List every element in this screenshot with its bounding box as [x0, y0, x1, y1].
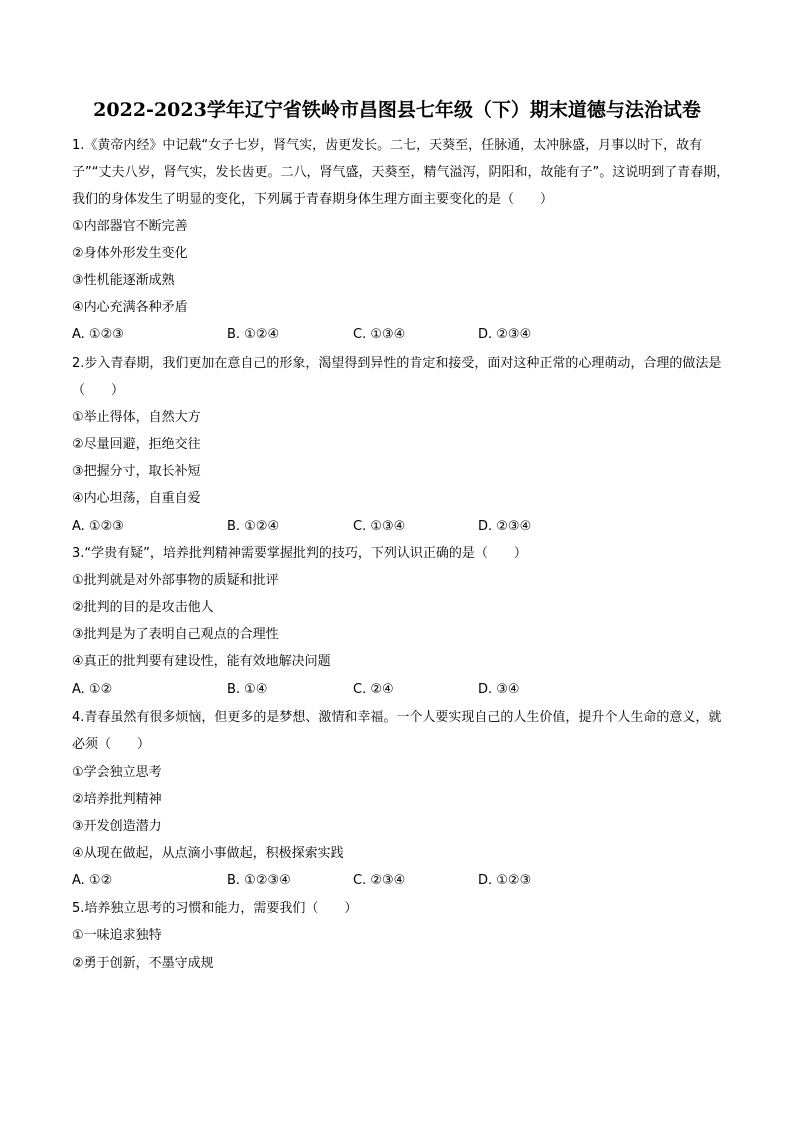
question-1-choices [72, 321, 732, 348]
question-4-option-2: ②培养批判精神 [72, 792, 162, 807]
question-1-choice-a: A. ①②③ [72, 327, 124, 342]
question-2-choice-b: B. ①②④ [227, 519, 280, 534]
question-3-option-3: ③批判是为了表明自己观点的合理性 [72, 627, 279, 642]
question-4-option-4: ④从现在做起，从点滴小事做起，积极探索实践 [72, 846, 344, 861]
question-4-choices [72, 867, 732, 894]
question-1-option-1: ①内部器官不断完善 [72, 219, 188, 234]
question-4-choice-b: B. ①②③④ [227, 873, 291, 888]
question-3-option-2: ②批判的目的是攻击他人 [72, 600, 214, 615]
question-1-option-3: ③性机能逐渐成熟 [72, 273, 175, 288]
question-5-option-2: ②勇于创新，不墨守成规 [72, 956, 214, 971]
question-3-option-1: ①批判就是对外部事物的质疑和批评 [72, 573, 279, 588]
exam-title: 2022-2023学年辽宁省铁岭市昌图县七年级（下）期末道德与法治试卷 [93, 99, 701, 121]
question-2-choice-a: A. ①②③ [72, 519, 124, 534]
question-4-choice-a: A. ①② [72, 873, 113, 888]
question-5-stem: 5.培养独立思考的习惯和能力，需要我们（ ） [72, 901, 358, 916]
question-3-option-4: ④真正的批判要有建设性，能有效地解决问题 [72, 654, 331, 669]
question-4-option-1: ①学会独立思考 [72, 765, 162, 780]
question-2-option-2: ②尽量回避，拒绝交往 [72, 437, 201, 452]
question-4-option-3: ③开发创造潜力 [72, 819, 162, 834]
question-2-option-4: ④内心坦荡，自重自爱 [72, 491, 201, 506]
question-3-choice-a: A. ①② [72, 682, 113, 697]
question-3-choice-d: D. ③④ [478, 682, 520, 697]
question-1-option-2: ②身体外形发生变化 [72, 246, 188, 261]
question-2-stem: 2.步入青春期，我们更加在意自己的形象，渴望得到异性的肯定和接受，面对这种正常的心理萌动，合理的做法是（ ） [72, 356, 722, 398]
question-4-choice-c: C. ②③④ [353, 873, 406, 888]
question-3-choice-b: B. ①④ [227, 682, 268, 697]
question-1-choice-b: B. ①②④ [227, 327, 280, 342]
question-5-option-1: ①一味追求独特 [72, 928, 162, 943]
question-2-option-3: ③把握分寸，取长补短 [72, 464, 201, 479]
question-2-option-1: ①举止得体，自然大方 [72, 410, 201, 425]
question-1-choice-c: C. ①③④ [353, 327, 406, 342]
question-4-stem: 4.青春虽然有很多烦恼，但更多的是梦想、激情和幸福。一个人要实现自己的人生价值，提升个人生命的意义，就必须（ ） [72, 710, 722, 752]
question-2-choice-c: C. ①③④ [353, 519, 406, 534]
question-3-stem: 3.“学贵有疑”，培养批判精神需要掌握批判的技巧，下列认识正确的是（ ） [72, 546, 527, 561]
question-1-choice-d: D. ②③④ [478, 327, 532, 342]
question-3-choices [72, 676, 732, 703]
question-4-choice-d: D. ①②③ [478, 873, 532, 888]
question-1-stem: 1.《黄帝内经》中记载“女子七岁，肾气实，齿更发长。二七，天葵至，任脉通，太冲脉盛，月事以时下，故有子”“丈夫八岁，肾气实，发长齿更。二八，肾气盛，天葵至，精气溢泻，阴阳和，故能有子”。这说明到了青春期，我们的身体发生了明显的变化，下列属于青春期身体生理方面主要变化的是（ ） [72, 138, 730, 207]
question-1-option-4: ④内心充满各种矛盾 [72, 300, 188, 315]
question-2-choices [72, 513, 732, 540]
question-3-choice-c: C. ②④ [353, 682, 394, 697]
question-2-choice-d: D. ②③④ [478, 519, 532, 534]
